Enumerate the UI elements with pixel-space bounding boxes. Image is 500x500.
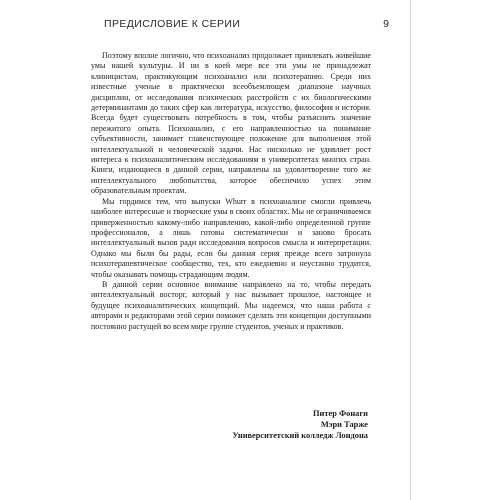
signature-affiliation: Университетский колледж Лондона <box>232 431 368 441</box>
paragraph: Мы гордимся тем, что выпуски Whurr в психоанализе смогли привлечь наиболее интересные и творческие умы в своих областях. Мы не ограничиваемся приверженностью какому-либо направлению, какой-либо определенной группе профессионалов, а лишь готовы систематически и заново бросать интеллектуальный вызов ради исследования вопросов смысла и интерпретации. Однако мы были бы рады, если бы данная серия прежде всего затронула психотерапевтическое сообщество, тех, кто ежедневно и неустанно трудится, чтобы оказывать помощь страдающим людям. <box>91 196 371 279</box>
book-page <box>72 0 411 500</box>
paragraph: Поэтому вполне логично, что психоанализ продолжает привлекать живейшие умы нашей культуры. И ни в коей мере все эти умы не принадлежат клиницистам, практикующим психоанализ или психотерапию. Среди них известные ученые в практически всеобъемлющем диапазоне научных дисциплин, от исследования психических расстройств с их биологическими детерминантами до таких сфер как литература, искусство, философия и история. Всегда будет существовать потребность в том, чтобы разъяснять значение пережитого опыта. Психоанализ, с его направленностью на понимание субъективности, занимает главенствующее положение для выполнения этой интеллектуальной и человеческой задачи. Нас нисколько не удивляет рост интереса к психоаналитическим исследованиям в университетах многих стран. Книги, издающиеся в данной серии, направлены на удовлетворение того же интеллектуального любопытства, которое обеспечило успех этим образовательным проектам. <box>91 51 371 196</box>
page-number: 9 <box>383 18 389 30</box>
body-text <box>91 51 371 332</box>
running-title: ПРЕДИСЛОВИЕ К СЕРИИ <box>104 18 241 30</box>
paragraph: В данной серии основное внимание направлено на то, чтобы передать интеллектуальный восторг, который у нас вызывает прошлое, настоящее и будущее психоаналитических концепций. Мы надеемся, что наша работа с авторами и редакторами этой серии поможет сделать эти концепции доступными постоянно растущей во всем мире группе студентов, ученых и практиков. <box>91 279 371 331</box>
signature-author: Мэри Тарже <box>320 420 368 430</box>
signature-author: Питер Фонаги <box>313 409 368 418</box>
signature-block <box>232 408 368 442</box>
